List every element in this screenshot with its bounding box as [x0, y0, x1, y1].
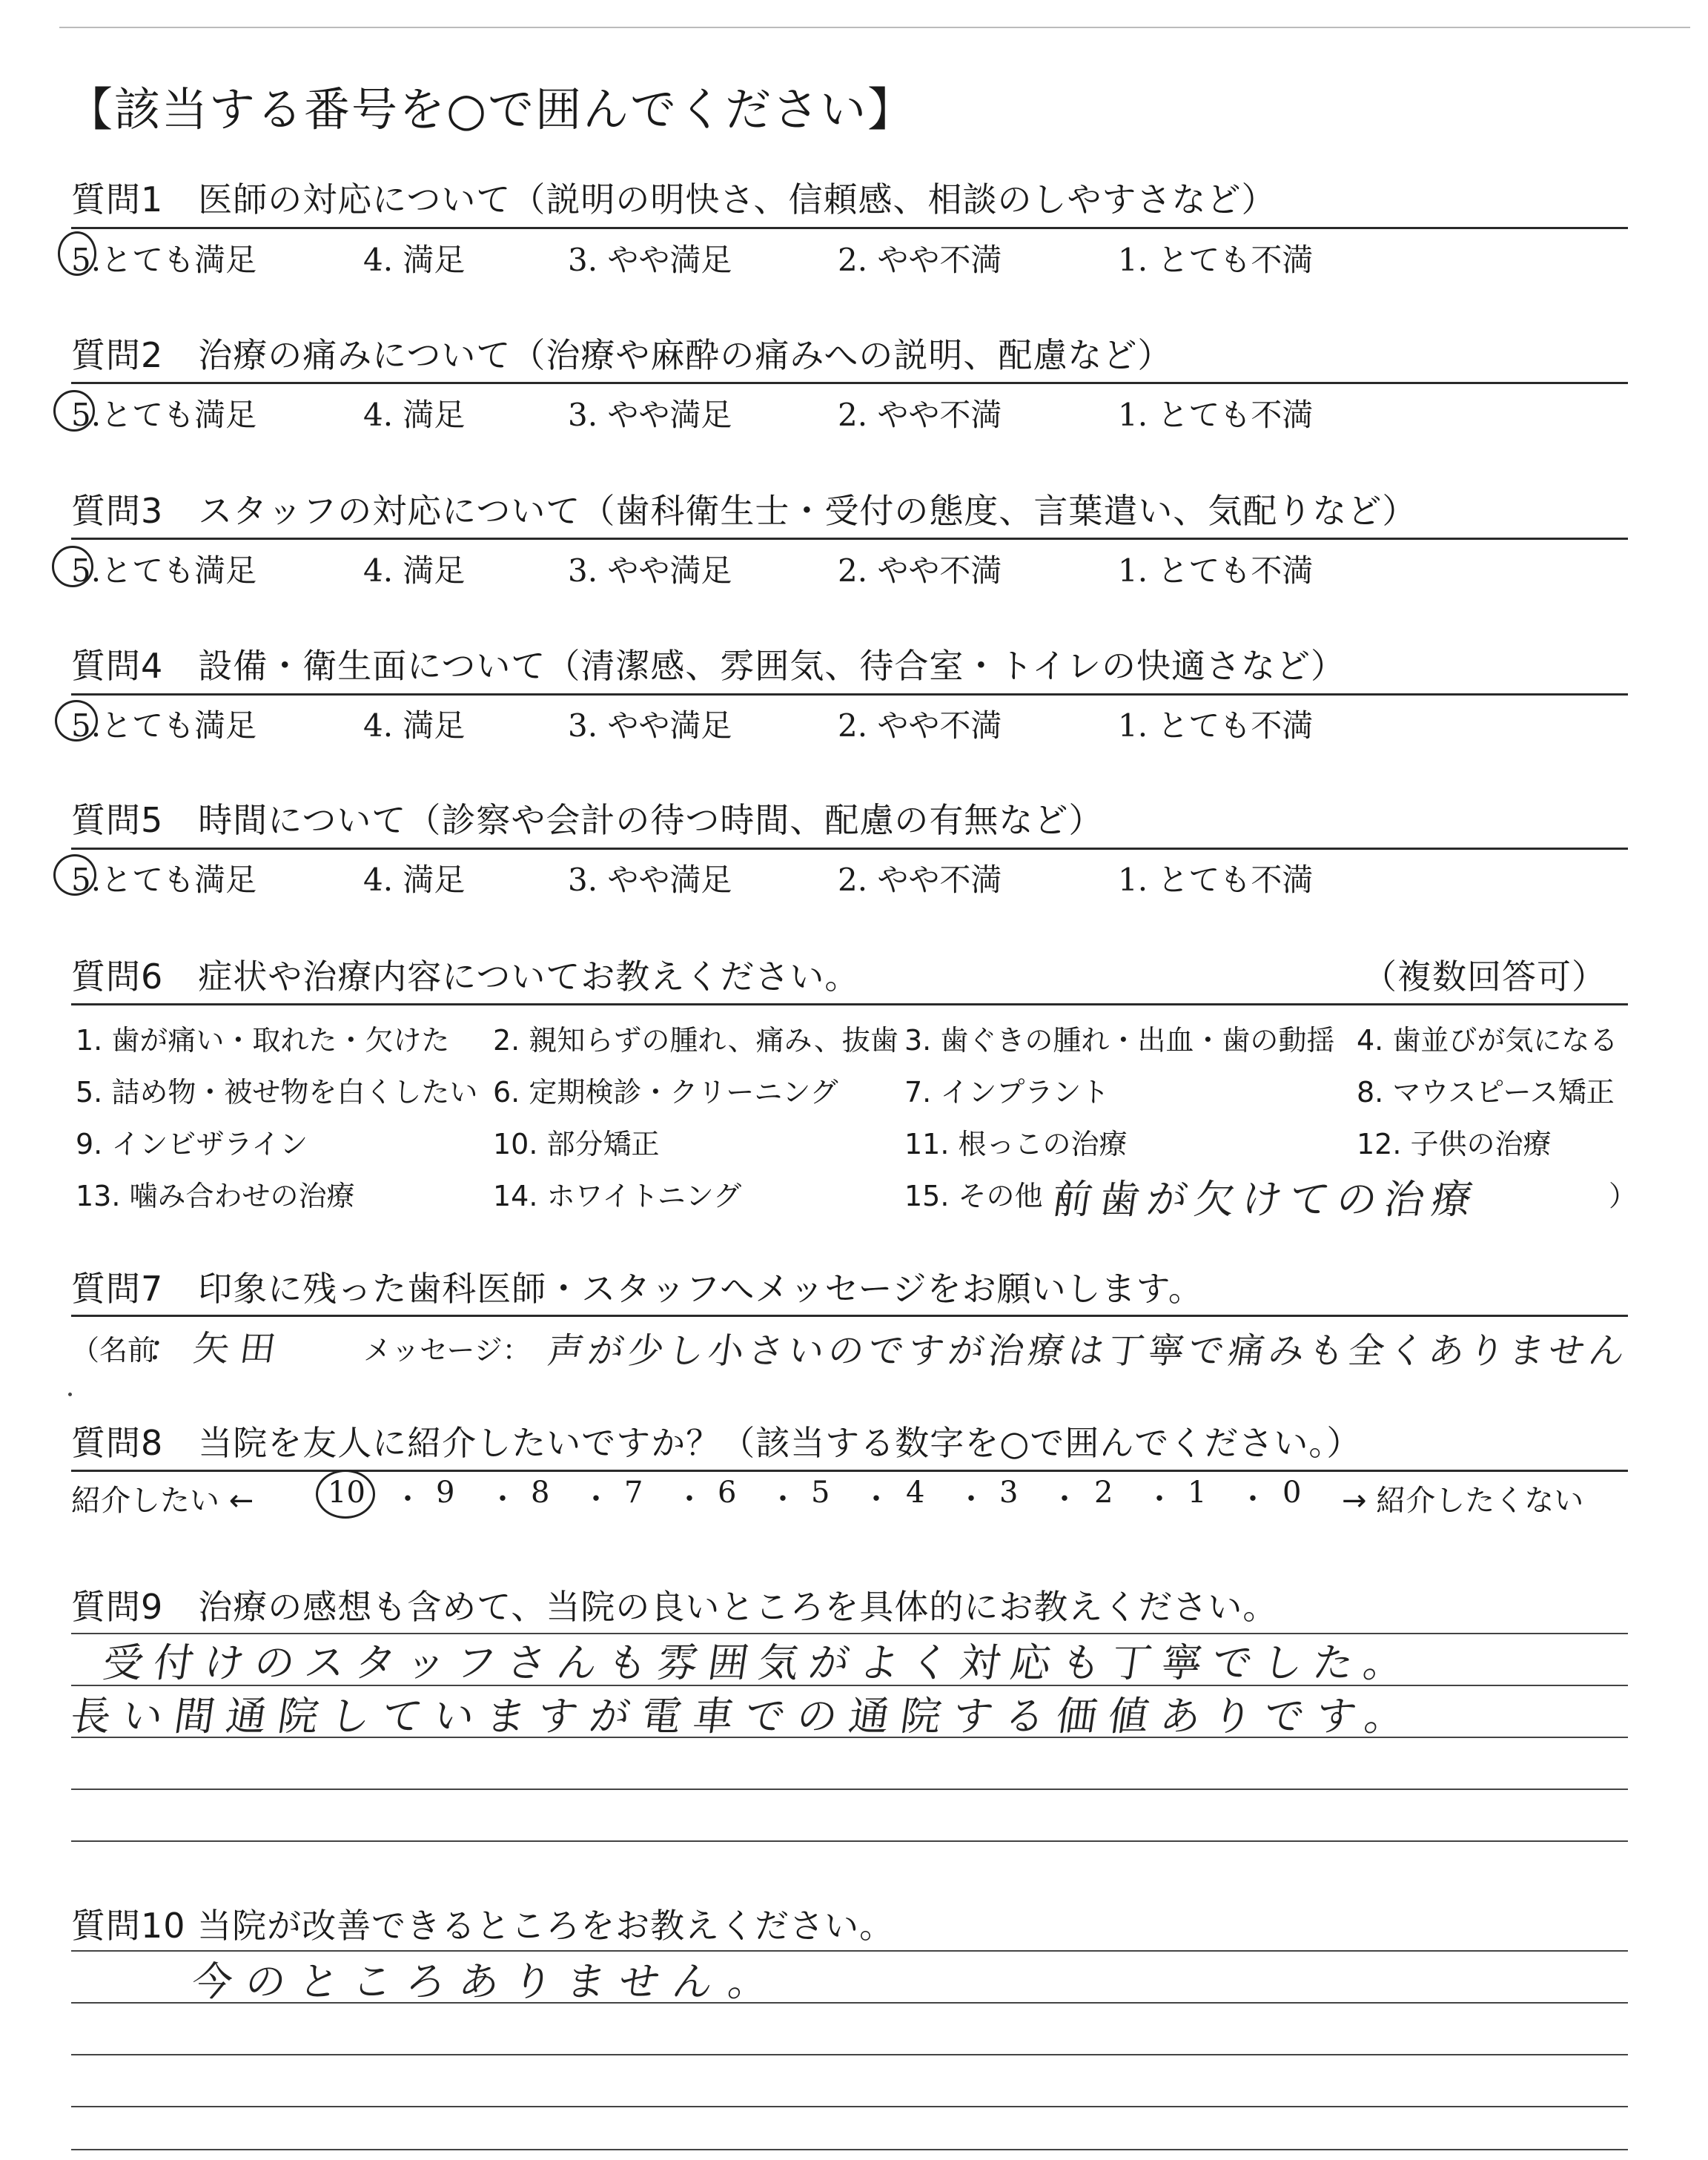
q1-option-3[interactable]: 3. やや満足 [568, 242, 732, 278]
q7-message-label: メッセージ： [363, 1334, 531, 1367]
q5-option-2[interactable]: 2. やや不満 [838, 862, 1002, 898]
question-8-title: 質問8 当院を友人に紹介したいですか？（該当する数字を○で囲んでください。） [71, 1423, 1362, 1463]
q2-selected-circle [53, 390, 95, 432]
q8-value-3[interactable]: 3 [999, 1476, 1019, 1510]
q9-answer-line-4 [71, 1789, 1628, 1790]
question-6-rule [71, 1003, 1628, 1005]
q6-item-8[interactable]: 8. マウスピース矯正 [1357, 1076, 1615, 1109]
q4-option-3[interactable]: 3. やや満足 [568, 707, 732, 744]
q10-answer-line-4 [71, 2106, 1628, 2107]
q6-item-2[interactable]: 2. 親知らずの腫れ、痛み、抜歯 [493, 1024, 898, 1057]
q10-answer-line-5 [71, 2149, 1628, 2150]
q8-value-2[interactable]: 2 [1094, 1476, 1113, 1510]
q6-item-12[interactable]: 12. 子供の治療 [1357, 1128, 1552, 1160]
q5-option-1[interactable]: 1. とても不満 [1118, 862, 1314, 898]
q8-separator: ・ [1050, 1482, 1079, 1516]
q7-name-value[interactable]: ：矢田 [145, 1328, 289, 1370]
q1-option-1[interactable]: 1. とても不満 [1118, 242, 1314, 278]
q2-option-1[interactable]: 1. とても不満 [1118, 397, 1314, 433]
q3-selected-circle [52, 546, 93, 587]
q3-option-5[interactable]: 5.とても満足 [71, 552, 257, 589]
q4-option-1[interactable]: 1. とても不満 [1118, 707, 1314, 744]
q8-value-9[interactable]: 9 [436, 1476, 455, 1510]
q5-option-4[interactable]: 4. 満足 [363, 862, 466, 898]
q6-item-1[interactable]: 1. 歯が痛い・取れた・欠けた [76, 1024, 450, 1057]
q6-item-15[interactable]: 15. その他（ [904, 1180, 1071, 1212]
q8-separator: ・ [956, 1482, 986, 1516]
q7-name-label: （名前 [71, 1334, 156, 1367]
q4-option-2[interactable]: 2. やや不満 [838, 707, 1002, 744]
q6-item-4[interactable]: 4. 歯並びが気になる [1357, 1024, 1618, 1057]
q9-answer-text-1[interactable]: 受付けのスタッフさんも雰囲気がよく対応も丁寧でした。 [100, 1639, 1417, 1686]
question-9-title: 質問9 治療の感想も含めて、当院の良いところを具体的にお教えください。 [71, 1587, 1278, 1627]
q2-option-2[interactable]: 2. やや不満 [838, 397, 1002, 433]
q8-value-7[interactable]: 7 [624, 1476, 643, 1510]
q8-left-label: 紹介したい ← [71, 1484, 254, 1518]
q2-option-3[interactable]: 3. やや満足 [568, 397, 732, 433]
q1-option-4[interactable]: 4. 満足 [363, 242, 466, 278]
q8-separator: ・ [1145, 1482, 1174, 1516]
q8-separator: ・ [768, 1482, 798, 1516]
q9-answer-text-2[interactable]: 長い間通院していますが電車での通院する価値ありです。 [67, 1693, 1420, 1740]
question-1-title: 質問1 医師の対応について（説明の明快さ、信頼感、相談のしやすさなど） [71, 179, 1277, 219]
question-4-title: 質問4 設備・衛生面について（清潔感、雰囲気、待合室・トイレの快適さなど） [71, 646, 1346, 686]
question-8-rule [71, 1470, 1628, 1472]
q6-item-9[interactable]: 9. インビザライン [76, 1128, 308, 1160]
question-2-title: 質問2 治療の痛みについて（治療や麻酔の痛みへの説明、配慮など） [71, 335, 1173, 375]
q8-value-4[interactable]: 4 [906, 1476, 925, 1510]
q10-answer-text[interactable]: 今のところありません。 [189, 1958, 786, 2005]
q8-separator: ・ [861, 1482, 891, 1516]
question-2-rule [71, 382, 1628, 384]
q5-selected-circle [53, 854, 96, 896]
q4-option-4[interactable]: 4. 満足 [363, 707, 466, 744]
q8-right-label: → 紹介したくない [1342, 1484, 1584, 1518]
question-10-title: 質問10 当院が改善できるところをお教えください。 [71, 1906, 895, 1946]
q8-value-6[interactable]: 6 [718, 1476, 737, 1510]
q8-value-1[interactable]: 1 [1188, 1476, 1207, 1510]
q5-option-5[interactable]: 5.とても満足 [71, 862, 257, 898]
question-1-rule [71, 227, 1628, 229]
q10-answer-line-3 [71, 2054, 1628, 2055]
question-5-title: 質問5 時間について（診察や会計の待つ時間、配慮の有無など） [71, 800, 1104, 840]
q6-item-3[interactable]: 3. 歯ぐきの腫れ・出血・歯の動揺 [904, 1024, 1335, 1057]
question-3-rule [71, 538, 1628, 540]
scan-speck [68, 1393, 72, 1396]
page-top-border [59, 27, 1690, 28]
question-6-title: 質問6 症状や治療内容についてお教えください。 [71, 957, 860, 997]
q2-option-4[interactable]: 4. 満足 [363, 397, 466, 433]
q8-separator: ・ [675, 1482, 704, 1516]
q8-selected-circle [316, 1470, 375, 1519]
q6-item-11[interactable]: 11. 根っこの治療 [904, 1128, 1128, 1160]
q6-item-15-close: ） [1609, 1180, 1638, 1212]
question-4-rule [71, 693, 1628, 696]
question-3-title: 質問3 スタッフの対応について（歯科衛生士・受付の態度、言葉遣い、気配りなど） [71, 491, 1417, 531]
q8-value-0[interactable]: 0 [1282, 1476, 1302, 1510]
q9-answer-line-5 [71, 1840, 1628, 1842]
q5-option-3[interactable]: 3. やや満足 [568, 862, 732, 898]
page-title: 【該当する番号を○で囲んでください】 [67, 82, 916, 136]
question-6-note: （複数回答可） [1363, 957, 1606, 997]
question-7-title: 質問7 印象に残った歯科医師・スタッフへメッセージをお願いします。 [71, 1269, 1203, 1309]
q6-item-13[interactable]: 13. 噛み合わせの治療 [76, 1180, 355, 1212]
q1-option-5[interactable]: 5.とても満足 [71, 242, 257, 278]
q6-other-answer[interactable]: 前歯が欠けての治療 [1049, 1176, 1483, 1223]
q8-separator: ・ [393, 1482, 423, 1516]
q6-item-14[interactable]: 14. ホワイトニング [493, 1180, 742, 1212]
q8-separator: ・ [1238, 1482, 1268, 1516]
q1-selected-circle [58, 231, 96, 276]
q8-value-10[interactable]: 10 [328, 1476, 365, 1510]
q1-option-2[interactable]: 2. やや不満 [838, 242, 1002, 278]
q3-option-3[interactable]: 3. やや満足 [568, 552, 732, 589]
q8-separator: ・ [488, 1482, 517, 1516]
q7-message-value[interactable]: 声が少し小さいのですが治療は丁寧で痛みも全くありません [545, 1330, 1632, 1372]
q3-option-1[interactable]: 1. とても不満 [1118, 552, 1314, 589]
q6-item-6[interactable]: 6. 定期検診・クリーニング [493, 1076, 838, 1109]
q2-option-5[interactable]: 5.とても満足 [71, 397, 257, 433]
question-7-rule [71, 1315, 1628, 1317]
q6-item-7[interactable]: 7. インプラント [904, 1076, 1110, 1109]
q8-value-5[interactable]: 5 [811, 1476, 830, 1510]
q6-item-10[interactable]: 10. 部分矯正 [493, 1128, 660, 1160]
q4-option-5[interactable]: 5.とても満足 [71, 707, 257, 744]
q8-value-8[interactable]: 8 [531, 1476, 550, 1510]
q8-separator: ・ [581, 1482, 611, 1516]
q4-selected-circle [55, 700, 98, 742]
q3-option-2[interactable]: 2. やや不満 [838, 552, 1002, 589]
q3-option-4[interactable]: 4. 満足 [363, 552, 466, 589]
q6-item-5[interactable]: 5. 詰め物・被せ物を白くしたい [76, 1076, 478, 1109]
question-5-rule [71, 848, 1628, 850]
